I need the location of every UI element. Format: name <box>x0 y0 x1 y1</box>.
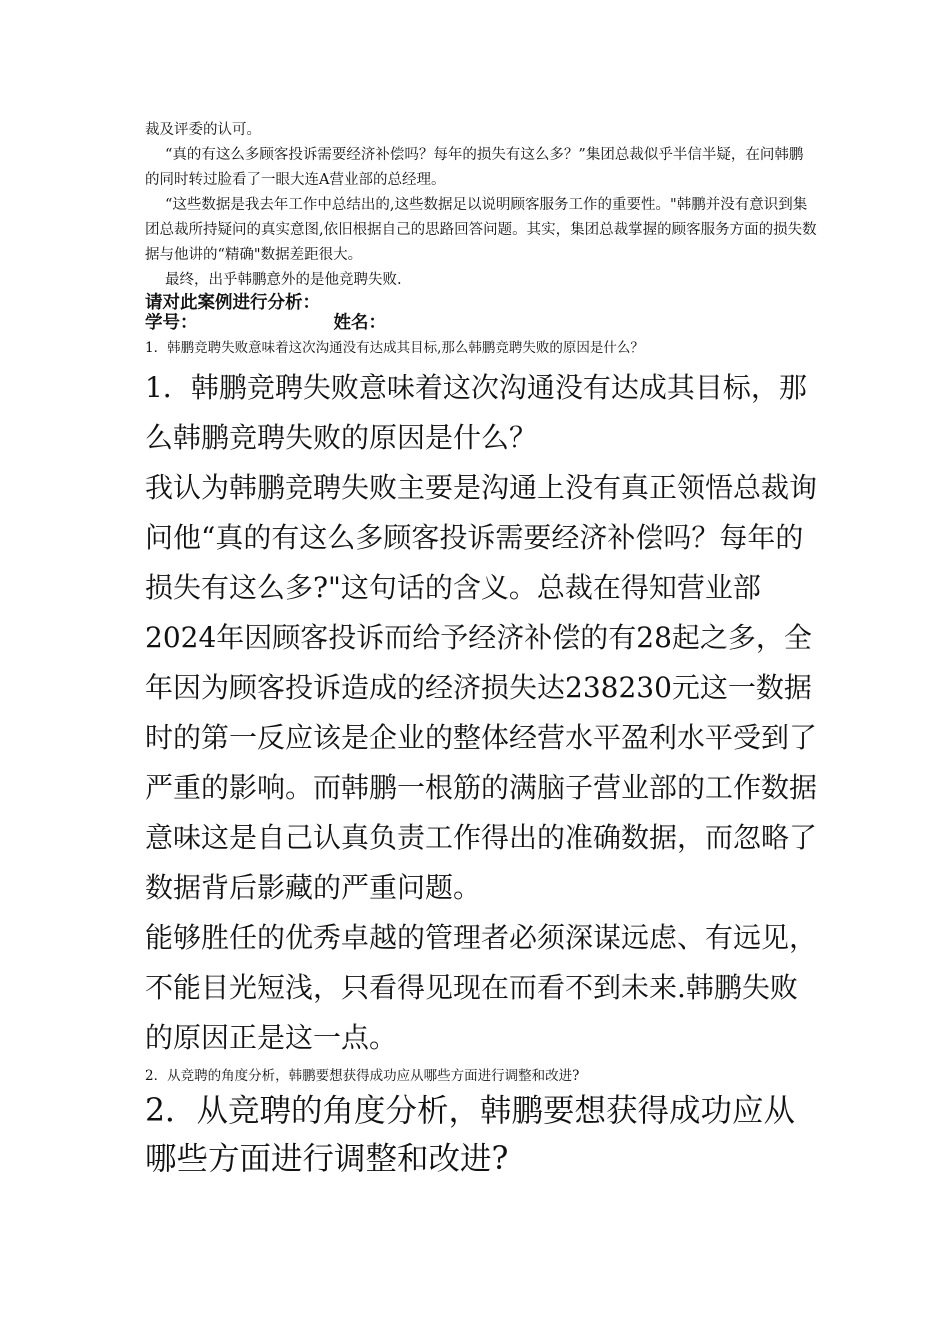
name-label: 姓名： <box>333 313 386 333</box>
student-id-label: 学号： <box>145 313 198 333</box>
answer-1-paragraph-2: 能够胜任的优秀卓越的管理者必须深谋远虑、有远见，不能目光短浅，只看得见现在而看不到未来.韩鹏失败的原因正是这一点。 <box>145 921 818 1054</box>
question-2-small: 2．从竞聘的角度分析，韩鹏要想获得成功应从哪些方面进行调整和改进? <box>145 1068 580 1084</box>
answer-1-paragraph-1: 我认为韩鹏竞聘失败主要是沟通上没有真正领悟总裁询问他“真的有这么多顾客投诉需要经济补偿吗？每年的损失有这么多?"这句话的含义。总裁在得知营业部2024年因顾客投诉而给予经济补偿的有28起之多，全年因为顾客投诉造成的经济损失达238230元这一数据时的第一反应该是企业的整体经营水平盈利水平受到了严重的影响。而韩鹏一根筋的满脑子营业部的工作数据意味这是自己认真负责工作得出的准确数据，而忽略了数据背后影藏的严重问题。 <box>145 471 818 904</box>
question-1-large: 1．韩鹏竞聘失败意味着这次沟通没有达成其目标，那么韩鹏竞聘失败的原因是什么？ <box>145 371 807 454</box>
intro-paragraph-2: “真的有这么多顾客投诉需要经济补偿吗？每年的损失有这么多？”集团总裁似乎半信半疑，在问韩鹏的同时转过脸看了一眼大连A营业部的总经理。 <box>145 147 804 188</box>
intro-paragraph-3: “这些数据是我去年工作中总结出的,这些数据足以说明顾客服务工作的重要性。"韩鹏并没有意识到集团总裁所持疑问的真实意图,依旧根据自己的思路回答问题。其实，集团总裁掌握的顾客服务方面的损失数据与他讲的“精确"数据差距很大。 <box>145 197 817 263</box>
document-page <box>145 118 817 1183</box>
student-info-row <box>145 313 817 333</box>
intro-paragraph-4: 最终，出乎韩鹏意外的是他竞聘失败. <box>165 272 402 288</box>
intro-paragraph-1: 裁及评委的认可。 <box>145 122 261 138</box>
question-2-large: 2．从竞聘的角度分析，韩鹏要想获得成功应从哪些方面进行调整和改进? <box>145 1093 796 1177</box>
question-1-small: 1．韩鹏竞聘失败意味着这次沟通没有达成其目标,那么韩鹏竞聘失败的原因是什么？ <box>145 340 644 356</box>
analysis-prompt: 请对此案例进行分析： <box>145 293 320 313</box>
